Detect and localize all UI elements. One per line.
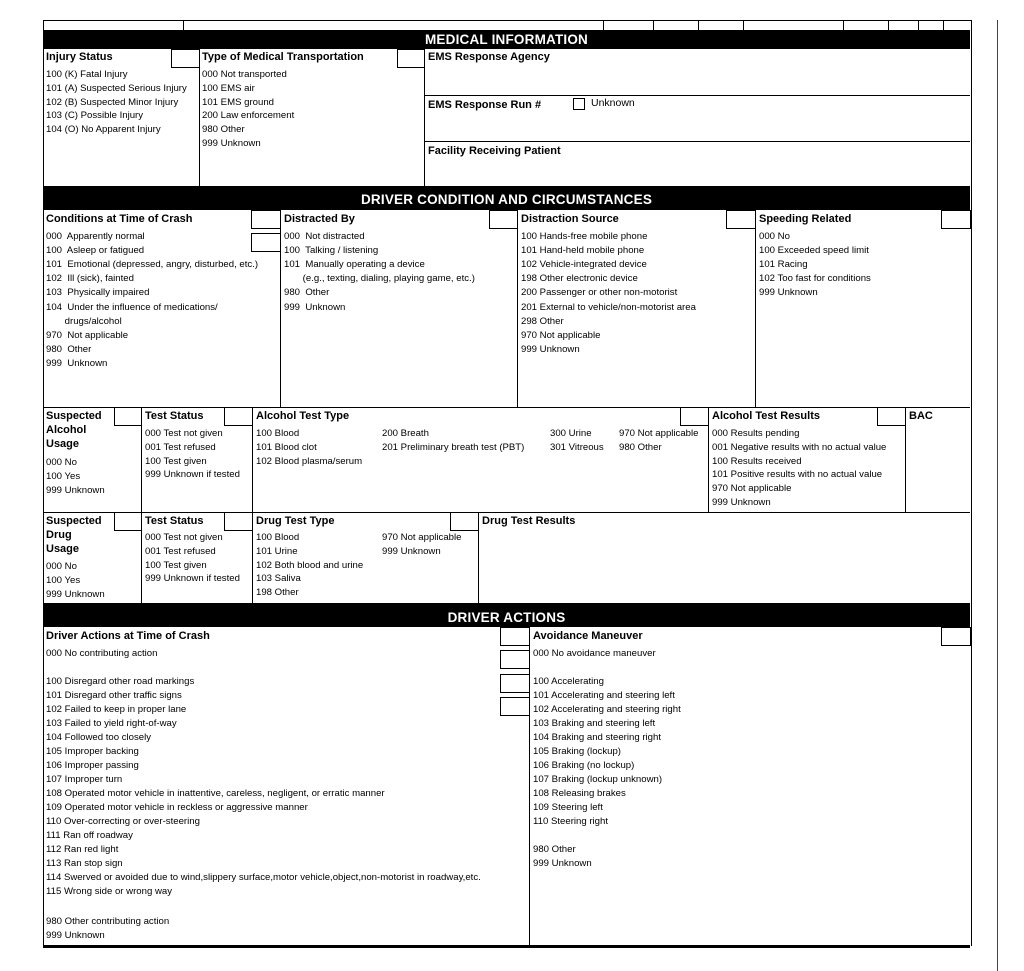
option-item: 980 Other	[202, 124, 245, 136]
option-item: 103 (C) Possible Injury	[46, 110, 144, 122]
distracted-code-box[interactable]	[489, 210, 518, 229]
conditions-title: Conditions at Time of Crash	[46, 213, 193, 225]
bac-label: BAC	[909, 410, 933, 422]
injury-status-title: Injury Status	[46, 51, 113, 63]
option-item: 100 Disregard other road markings	[46, 676, 195, 687]
alcohol-usage-code-box[interactable]	[114, 407, 142, 426]
option-item: 970 Not applicable	[619, 428, 699, 439]
alcohol-usage-title-2: Alcohol	[46, 424, 87, 436]
option-item: 198 Other	[256, 587, 299, 599]
option-item: 103 Failed to yield right-of-way	[46, 718, 177, 729]
option-item: 104 Under the influence of medications/	[46, 301, 218, 313]
option-item: 000 No	[46, 457, 77, 468]
drug-usage-title-3: Usage	[46, 543, 80, 555]
option-item: 104 (O) No Apparent Injury	[46, 124, 161, 136]
option-item: 101 Racing	[759, 259, 808, 271]
option-item: 999 Unknown if tested	[145, 469, 240, 481]
option-item: 101 Manually operating a device	[284, 259, 425, 271]
driver-action-code-box-3[interactable]	[500, 674, 530, 693]
option-item: 100 Asleep or fatigued	[46, 245, 145, 257]
option-item: 980 Other	[284, 287, 330, 299]
drug-usage-code-box[interactable]	[114, 512, 142, 531]
drug-usage-title-2: Drug	[46, 529, 72, 541]
option-item: 001 Test refused	[145, 545, 216, 557]
option-item: 999 Unknown if tested	[145, 573, 240, 585]
option-item: (e.g., texting, dialing, playing game, etc.)	[284, 273, 475, 285]
option-item: 115 Wrong side or wrong way	[46, 886, 173, 897]
option-item: 980 Other	[533, 844, 576, 855]
option-item: 102 (B) Suspected Minor Injury	[46, 96, 179, 108]
option-item: 000 Test not given	[145, 428, 223, 439]
option-item: 106 Braking (no lockup)	[533, 760, 635, 771]
option-item: 101 Positive results with no actual value	[712, 469, 883, 481]
option-item: 106 Improper passing	[46, 760, 139, 771]
option-item: 100 Test given	[145, 559, 207, 571]
option-item: 110 Over-correcting or over-steering	[46, 816, 200, 827]
avoidance-none: 000 No avoidance maneuver	[533, 648, 656, 659]
option-item: 980 Other contributing action	[46, 916, 170, 927]
option-item: 999 Unknown	[712, 497, 771, 508]
option-item: 103 Physically impaired	[46, 287, 150, 299]
option-item: 100 Results received	[712, 455, 802, 467]
option-item: 102 Blood plasma/serum	[256, 455, 363, 467]
option-item: 111 Ran off roadway	[46, 830, 133, 841]
option-item: 000 No	[46, 561, 77, 572]
option-item: 200 Breath	[382, 428, 429, 439]
conditions-code-box-1[interactable]	[251, 210, 281, 229]
alcohol-results-title: Alcohol Test Results	[712, 410, 820, 422]
option-item: 100 (K) Fatal Injury	[46, 69, 128, 80]
option-item: 999 Unknown	[202, 138, 261, 149]
ems-run-label: EMS Response Run #	[428, 99, 542, 111]
alcohol-results-code-box[interactable]	[877, 407, 906, 426]
avoidance-code-box[interactable]	[941, 627, 971, 646]
option-item: 999 Unknown	[46, 588, 105, 600]
option-item: 109 Operated motor vehicle in reckless or aggressive manner	[46, 802, 308, 813]
option-item: 100 Test given	[145, 455, 207, 467]
alcohol-usage-title-1: Suspected	[46, 410, 102, 422]
option-item: 001 Negative results with no actual value	[712, 441, 887, 453]
option-item: 999 Unknown	[46, 357, 108, 369]
option-item: 102 Accelerating and steering right	[533, 704, 681, 715]
option-item: 101 Emotional (depressed, angry, disturbed, etc.)	[46, 259, 259, 271]
driver-actions-header: DRIVER ACTIONS	[43, 603, 970, 627]
option-item: 100 EMS air	[202, 82, 255, 94]
alcohol-usage-title-3: Usage	[46, 438, 80, 450]
speeding-code-box[interactable]	[941, 210, 971, 229]
conditions-code-box-2[interactable]	[251, 233, 281, 252]
option-item: 100 Exceeded speed limit	[759, 245, 869, 257]
drug-test-type-code-box[interactable]	[450, 512, 479, 531]
option-item: 102 Too fast for conditions	[759, 273, 871, 285]
speeding-title: Speeding Related	[759, 213, 852, 225]
medical-transport-title: Type of Medical Transportation	[202, 51, 364, 63]
ems-unknown-checkbox[interactable]	[573, 98, 585, 110]
option-item: 102 Ill (sick), fainted	[46, 273, 134, 285]
ems-unknown-label: Unknown	[591, 97, 635, 109]
option-item: 101 Urine	[256, 545, 298, 557]
option-item: 000 Test not given	[145, 532, 223, 543]
option-item: 114 Swerved or avoided due to wind,slippery surface,motor vehicle,object,non-motorist in roadway,etc.	[46, 872, 481, 883]
option-item: 100 Blood	[256, 428, 300, 439]
driver-action-code-box-2[interactable]	[500, 650, 530, 669]
option-item: 108 Releasing brakes	[533, 788, 626, 799]
option-item: 112 Ran red light	[46, 844, 119, 855]
driver-condition-header: DRIVER CONDITION AND CIRCUMSTANCES	[43, 186, 970, 210]
option-item: 100 Yes	[46, 574, 81, 586]
option-item: 000 Not distracted	[284, 231, 365, 242]
option-item: 999 Unknown	[382, 545, 441, 557]
option-item: 101 Disregard other traffic signs	[46, 690, 182, 701]
ems-agency-label: EMS Response Agency	[428, 51, 550, 63]
option-item: 970 Not applicable	[382, 532, 462, 543]
option-item: 000 Apparently normal	[46, 231, 145, 242]
option-item: 108 Operated motor vehicle in inattentive, careless, negligent, or erratic manner	[46, 788, 385, 799]
option-item: 103 Braking and steering left	[533, 718, 656, 729]
option-item: 999 Unknown	[533, 857, 592, 869]
option-item: 980 Other	[46, 343, 92, 355]
driver-action-none: 000 No contributing action	[46, 648, 158, 659]
option-item: 110 Steering right	[533, 816, 609, 827]
option-item: 100 Accelerating	[533, 676, 604, 687]
option-item: 113 Ran stop sign	[46, 858, 123, 869]
option-item: 101 EMS ground	[202, 96, 274, 108]
option-item: 200 Law enforcement	[202, 110, 295, 122]
driver-action-code-box-1[interactable]	[500, 627, 530, 646]
option-item: 102 Failed to keep in proper lane	[46, 704, 187, 715]
drug-usage-title-1: Suspected	[46, 515, 102, 527]
option-item: 101 Blood clot	[256, 441, 317, 453]
alcohol-test-type-title: Alcohol Test Type	[256, 410, 350, 422]
option-item: 107 Braking (lockup unknown)	[533, 774, 663, 785]
option-item: 300 Urine	[550, 428, 592, 439]
option-item: 999 Unknown	[46, 929, 105, 941]
option-item: 109 Steering left	[533, 802, 603, 813]
option-item: 999 Unknown	[759, 287, 818, 299]
option-item: 970 Not applicable	[46, 329, 129, 341]
option-item: 104 Followed too closely	[46, 732, 152, 743]
distraction-source-title: Distraction Source	[521, 213, 619, 225]
option-item: 101 Hand-held mobile phone	[521, 245, 645, 257]
avoidance-title: Avoidance Maneuver	[533, 630, 643, 642]
facility-label: Facility Receiving Patient	[428, 145, 561, 157]
injury-status-code-box[interactable]	[171, 49, 200, 68]
drug-test-status-title: Test Status	[145, 515, 204, 527]
option-item: 105 Improper backing	[46, 746, 139, 757]
option-item: 301 Vitreous	[550, 441, 604, 453]
option-item: 103 Saliva	[256, 573, 301, 585]
option-item: 001 Test refused	[145, 441, 216, 453]
option-item: 201 Preliminary breath test (PBT)	[382, 441, 525, 453]
option-item: 101 Accelerating and steering left	[533, 690, 675, 701]
option-item: 298 Other	[521, 315, 564, 327]
option-item: 102 Both blood and urine	[256, 559, 364, 571]
option-item: 100 Talking / listening	[284, 245, 379, 257]
drug-results-title: Drug Test Results	[482, 515, 576, 527]
distracted-title: Distracted By	[284, 213, 355, 225]
option-item: 107 Improper turn	[46, 774, 123, 785]
alcohol-test-status-code-box[interactable]	[224, 407, 253, 426]
option-item: 000 No	[759, 231, 790, 242]
option-item: 102 Vehicle-integrated device	[521, 259, 647, 271]
alcohol-test-status-title: Test Status	[145, 410, 204, 422]
option-item: 101 (A) Suspected Serious Injury	[46, 82, 187, 94]
option-item: 000 Not transported	[202, 69, 287, 80]
drug-test-status-code-box[interactable]	[224, 512, 253, 531]
option-item: 201 External to vehicle/non-motorist area	[521, 301, 696, 313]
medical-transport-code-box[interactable]	[397, 49, 425, 68]
option-item: 999 Unknown	[521, 343, 580, 355]
driver-action-code-box-4[interactable]	[500, 697, 530, 716]
page-edge	[997, 20, 998, 971]
option-item: 999 Unknown	[46, 484, 105, 496]
option-item: 000 Results pending	[712, 428, 800, 439]
option-item: 970 Not applicable	[712, 483, 792, 495]
option-item: 198 Other electronic device	[521, 273, 638, 285]
option-item: 100 Yes	[46, 470, 81, 482]
option-item: 999 Unknown	[284, 301, 346, 313]
option-item: 100 Blood	[256, 532, 300, 543]
option-item: 100 Hands-free mobile phone	[521, 231, 648, 242]
drug-test-type-title: Drug Test Type	[256, 515, 335, 527]
option-item: 105 Braking (lockup)	[533, 746, 621, 757]
driver-actions-title: Driver Actions at Time of Crash	[46, 630, 210, 642]
distraction-source-code-box[interactable]	[726, 210, 756, 229]
option-item: drugs/alcohol	[46, 315, 122, 327]
option-item: 980 Other	[619, 441, 662, 453]
option-item: 200 Passenger or other non-motorist	[521, 287, 678, 299]
option-item: 104 Braking and steering right	[533, 732, 661, 743]
option-item: 970 Not applicable	[521, 329, 601, 341]
medical-information-header: MEDICAL INFORMATION	[43, 31, 970, 49]
alcohol-test-type-code-box[interactable]	[680, 407, 709, 426]
previous-section-stub	[43, 20, 970, 31]
